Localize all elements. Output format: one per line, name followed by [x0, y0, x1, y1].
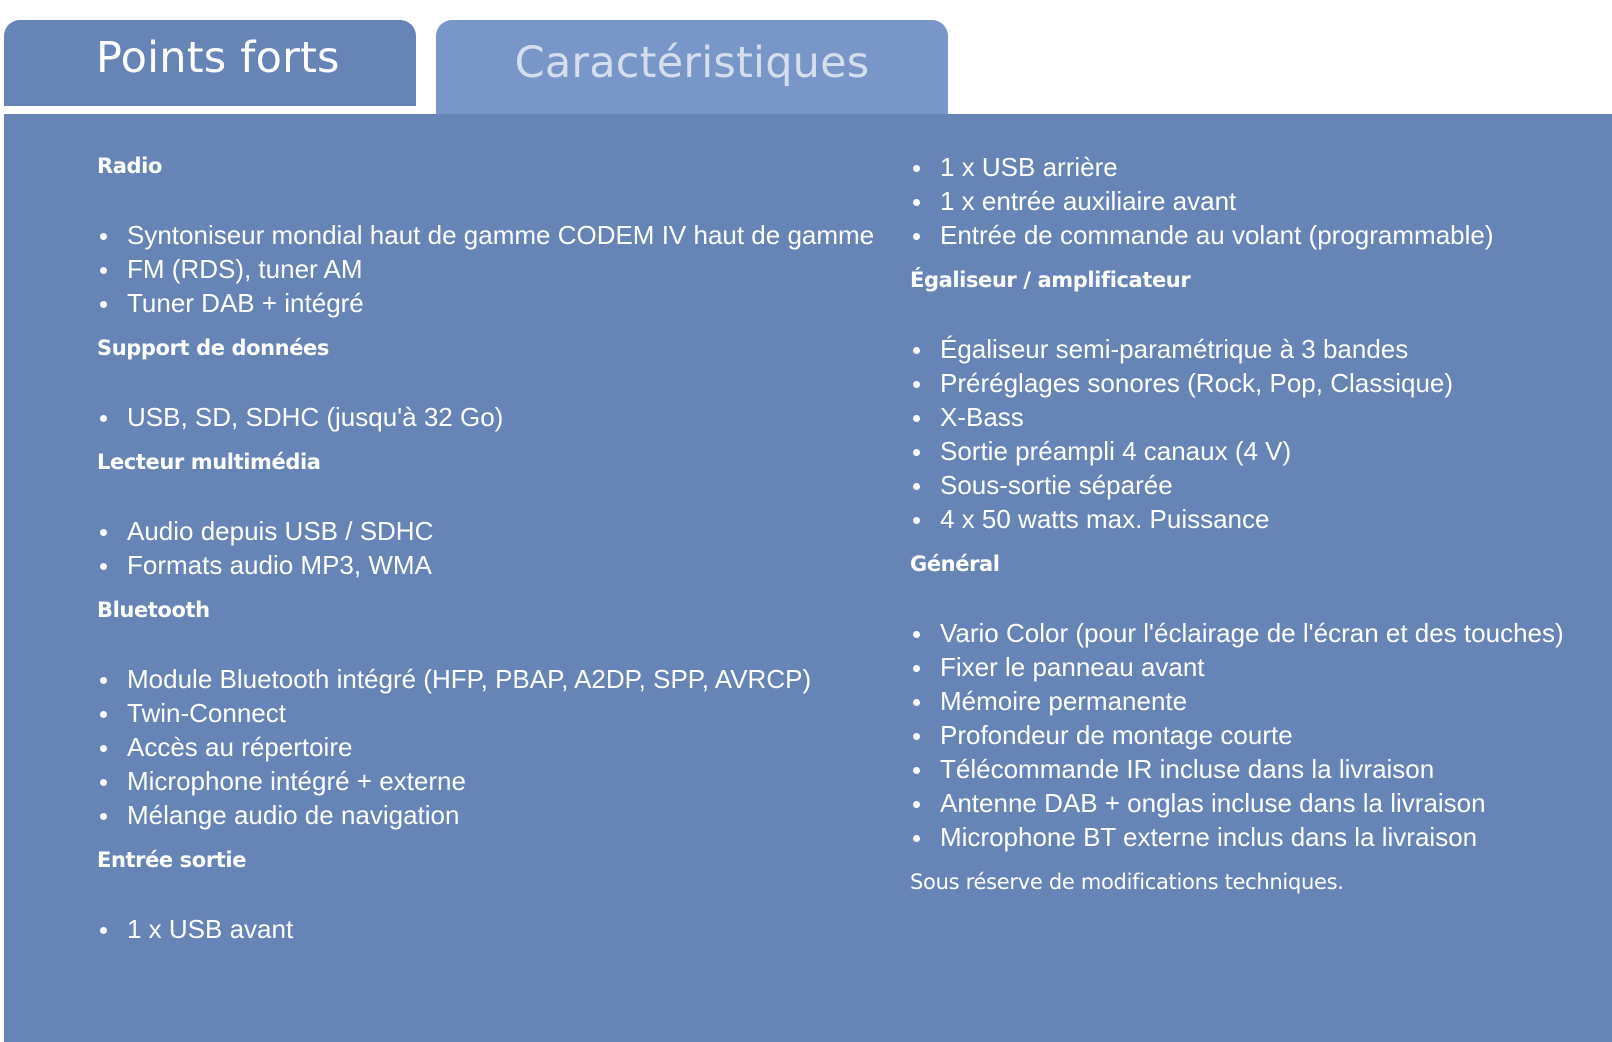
list-item: Accès au répertoire: [97, 730, 887, 764]
feature-list: [97, 514, 887, 582]
feature-list: [910, 616, 1610, 854]
section-title: Général: [910, 552, 1000, 576]
section-radio: [97, 154, 887, 336]
list-item: Sous-sortie séparée: [910, 468, 1610, 502]
feature-list-continued: [910, 150, 1610, 252]
list-item: 1 x USB arrière: [910, 150, 1610, 184]
right-column: [910, 150, 1610, 894]
section-lecteur-multimedia: [97, 450, 887, 598]
section-egaliseur-amplificateur: [910, 268, 1610, 552]
list-item: Module Bluetooth intégré (HFP, PBAP, A2DP, SPP, AVRCP): [97, 662, 887, 696]
list-item: Twin-Connect: [97, 696, 887, 730]
section-general: [910, 552, 1610, 870]
section-title: Support de données: [97, 336, 330, 360]
section-title: Égaliseur / amplificateur: [910, 268, 1191, 292]
list-item: Microphone intégré + externe: [97, 764, 887, 798]
list-item: Vario Color (pour l'éclairage de l'écran et des touches): [910, 616, 1610, 650]
section-support-de-donnees: [97, 336, 887, 450]
tab-caracteristiques-label: Caractéristiques: [514, 38, 870, 88]
feature-list: [910, 332, 1610, 536]
list-item: Microphone BT externe inclus dans la livraison: [910, 820, 1610, 854]
list-item: Syntoniseur mondial haut de gamme CODEM IV haut de gamme: [97, 218, 887, 252]
list-item: Préréglages sonores (Rock, Pop, Classique): [910, 366, 1610, 400]
section-title: Entrée sortie: [97, 848, 247, 872]
section-title: Radio: [97, 154, 162, 178]
feature-list: [97, 662, 887, 832]
list-item: Formats audio MP3, WMA: [97, 548, 887, 582]
list-item: Mélange audio de navigation: [97, 798, 887, 832]
list-item: Audio depuis USB / SDHC: [97, 514, 887, 548]
list-item: Mémoire permanente: [910, 684, 1610, 718]
list-item: USB, SD, SDHC (jusqu'à 32 Go): [97, 400, 887, 434]
list-item: 4 x 50 watts max. Puissance: [910, 502, 1610, 536]
section-entree-sortie: [97, 848, 887, 946]
list-item: 1 x entrée auxiliaire avant: [910, 184, 1610, 218]
section-bluetooth: [97, 598, 887, 848]
features-panel: [4, 114, 1612, 1042]
list-item: Égaliseur semi-paramétrique à 3 bandes: [910, 332, 1610, 366]
left-column: [97, 154, 887, 946]
list-item: FM (RDS), tuner AM: [97, 252, 887, 286]
list-item: X-Bass: [910, 400, 1610, 434]
list-item: 1 x USB avant: [97, 912, 887, 946]
feature-list: [97, 400, 887, 434]
list-item: Profondeur de montage courte: [910, 718, 1610, 752]
list-item: Fixer le panneau avant: [910, 650, 1610, 684]
tab-points-forts[interactable]: [4, 20, 416, 110]
feature-list: [97, 912, 887, 946]
list-item: Tuner DAB + intégré: [97, 286, 887, 320]
section-title: Lecteur multimédia: [97, 450, 321, 474]
tab-caracteristiques[interactable]: [436, 20, 948, 114]
disclaimer-note: Sous réserve de modifications techniques.: [910, 870, 1344, 894]
list-item: Antenne DAB + onglas incluse dans la livraison: [910, 786, 1610, 820]
list-item: Télécommande IR incluse dans la livraison: [910, 752, 1610, 786]
feature-list: [97, 218, 887, 320]
section-title: Bluetooth: [97, 598, 210, 622]
list-item: Sortie préampli 4 canaux (4 V): [910, 434, 1610, 468]
list-item: Entrée de commande au volant (programmable): [910, 218, 1610, 252]
tab-points-forts-label: Points forts: [96, 33, 340, 83]
